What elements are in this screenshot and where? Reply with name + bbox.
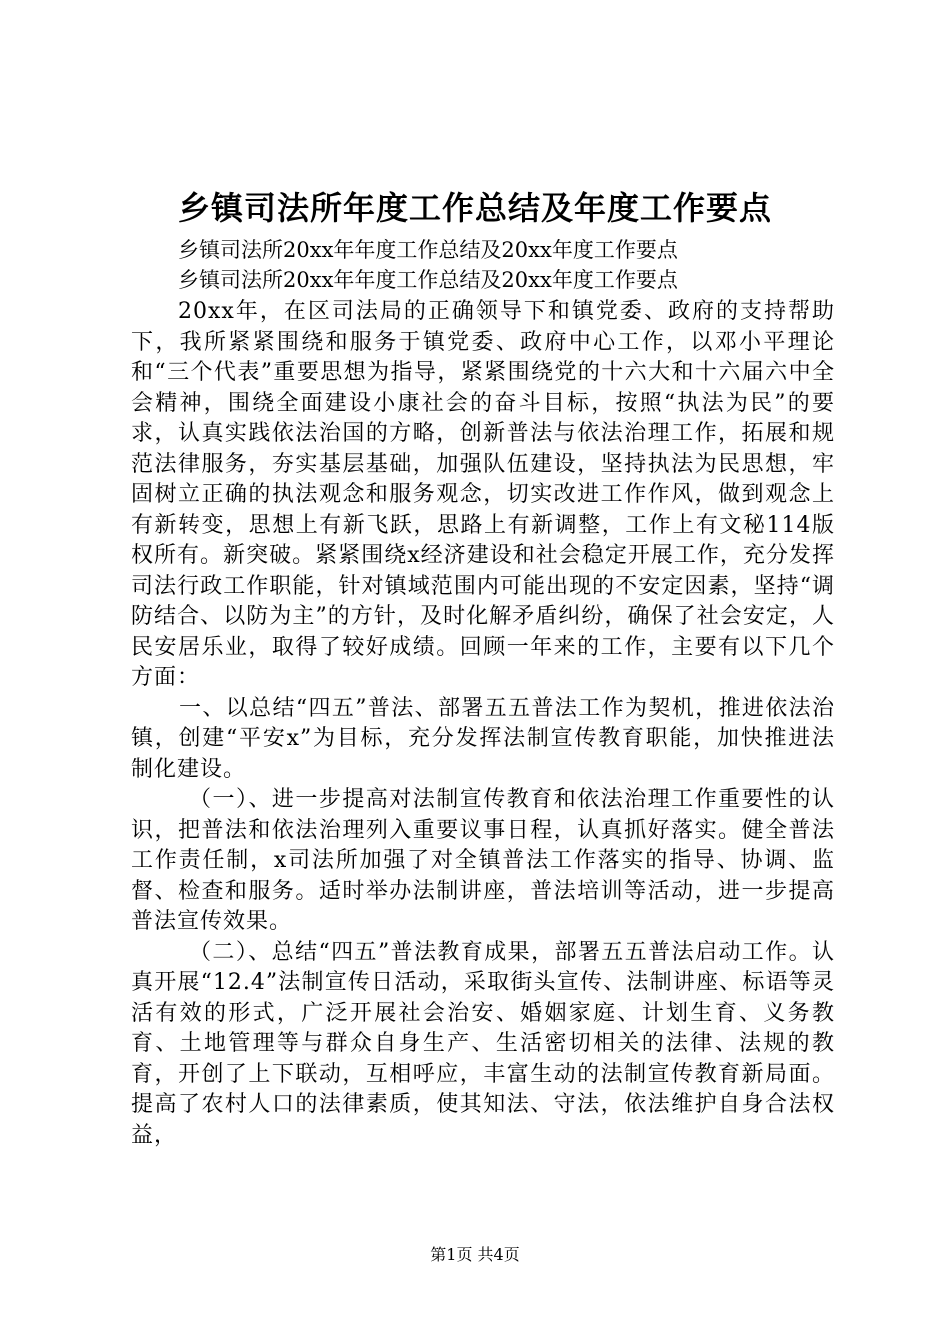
document-title: 乡镇司法所年度工作总结及年度工作要点 xyxy=(177,189,772,227)
body-paragraph: 20xx年，在区司法局的正确领导下和镇党委、政府的支持帮助下，我所紧紧围绕和服务于镇党委、政府中心工作，以邓小平理论和“三个代表”重要思想为指导，紧紧围绕党的十六大和十六届六中全会精神，围绕全面建设小康社会的奋斗目标，按照“执法为民”的要求，认真实践依法治国的方略，创新普法与依法治理工作，拓展和规范法律服务，夯实基层基础，加强队伍建设，坚持执法为民思想，牢固树立正确的执法观念和服务观念，切实改进工作作风，做到观念上有新转变，思想上有新飞跃，思路上有新调整，工作上有文秘114版权所有。新突破。紧紧围绕x经济建设和社会稳定开展工作，充分发挥司法行政工作职能，针对镇域范围内可能出现的不安定因素，坚持“调防结合、以防为主”的方针，及时化解矛盾纠纷，确保了社会安定，人民安居乐业，取得了较好成绩。回顾一年来的工作，主要有以下几个方面： xyxy=(131,299,835,690)
body-paragraph: （二）、总结“四五”普法教育成果，部署五五普法启动工作。认真开展“12.4”法制宣传日活动，采取街头宣传、法制讲座、标语等灵活有效的形式，广泛开展社会治安、婚姻家庭、计划生育、义务教育、土地管理等与群众自身生产、生活密切相关的法律、法规的教育，开创了上下联动，互相呼应，丰富生动的法制宣传教育新局面。提高了农村人口的法律素质，使其知法、守法，依法维护自身合法权益， xyxy=(131,939,835,1148)
document-body xyxy=(131,297,835,1151)
document-subtitle-repeat: 乡镇司法所20xx年年度工作总结及20xx年度工作要点 xyxy=(178,268,678,292)
page-number-footer: 第1页 共4页 xyxy=(430,1245,520,1264)
section-heading-paragraph: 一、以总结“四五”普法、部署五五普法工作为契机，推进依法治镇，创建“平安x”为目标，充分发挥法制宣传教育职能，加快推进法制化建设。 xyxy=(131,695,835,782)
body-paragraph: （一）、进一步提高对法制宣传教育和依法治理工作重要性的认识，把普法和依法治理列入重要议事日程，认真抓好落实。健全普法工作责任制，x司法所加强了对全镇普法工作落实的指导、协调、监督、检查和服务。适时举办法制讲座，普法培训等活动，进一步提高普法宣传效果。 xyxy=(131,787,835,934)
document-subtitle: 乡镇司法所20xx年年度工作总结及20xx年度工作要点 xyxy=(178,238,678,262)
